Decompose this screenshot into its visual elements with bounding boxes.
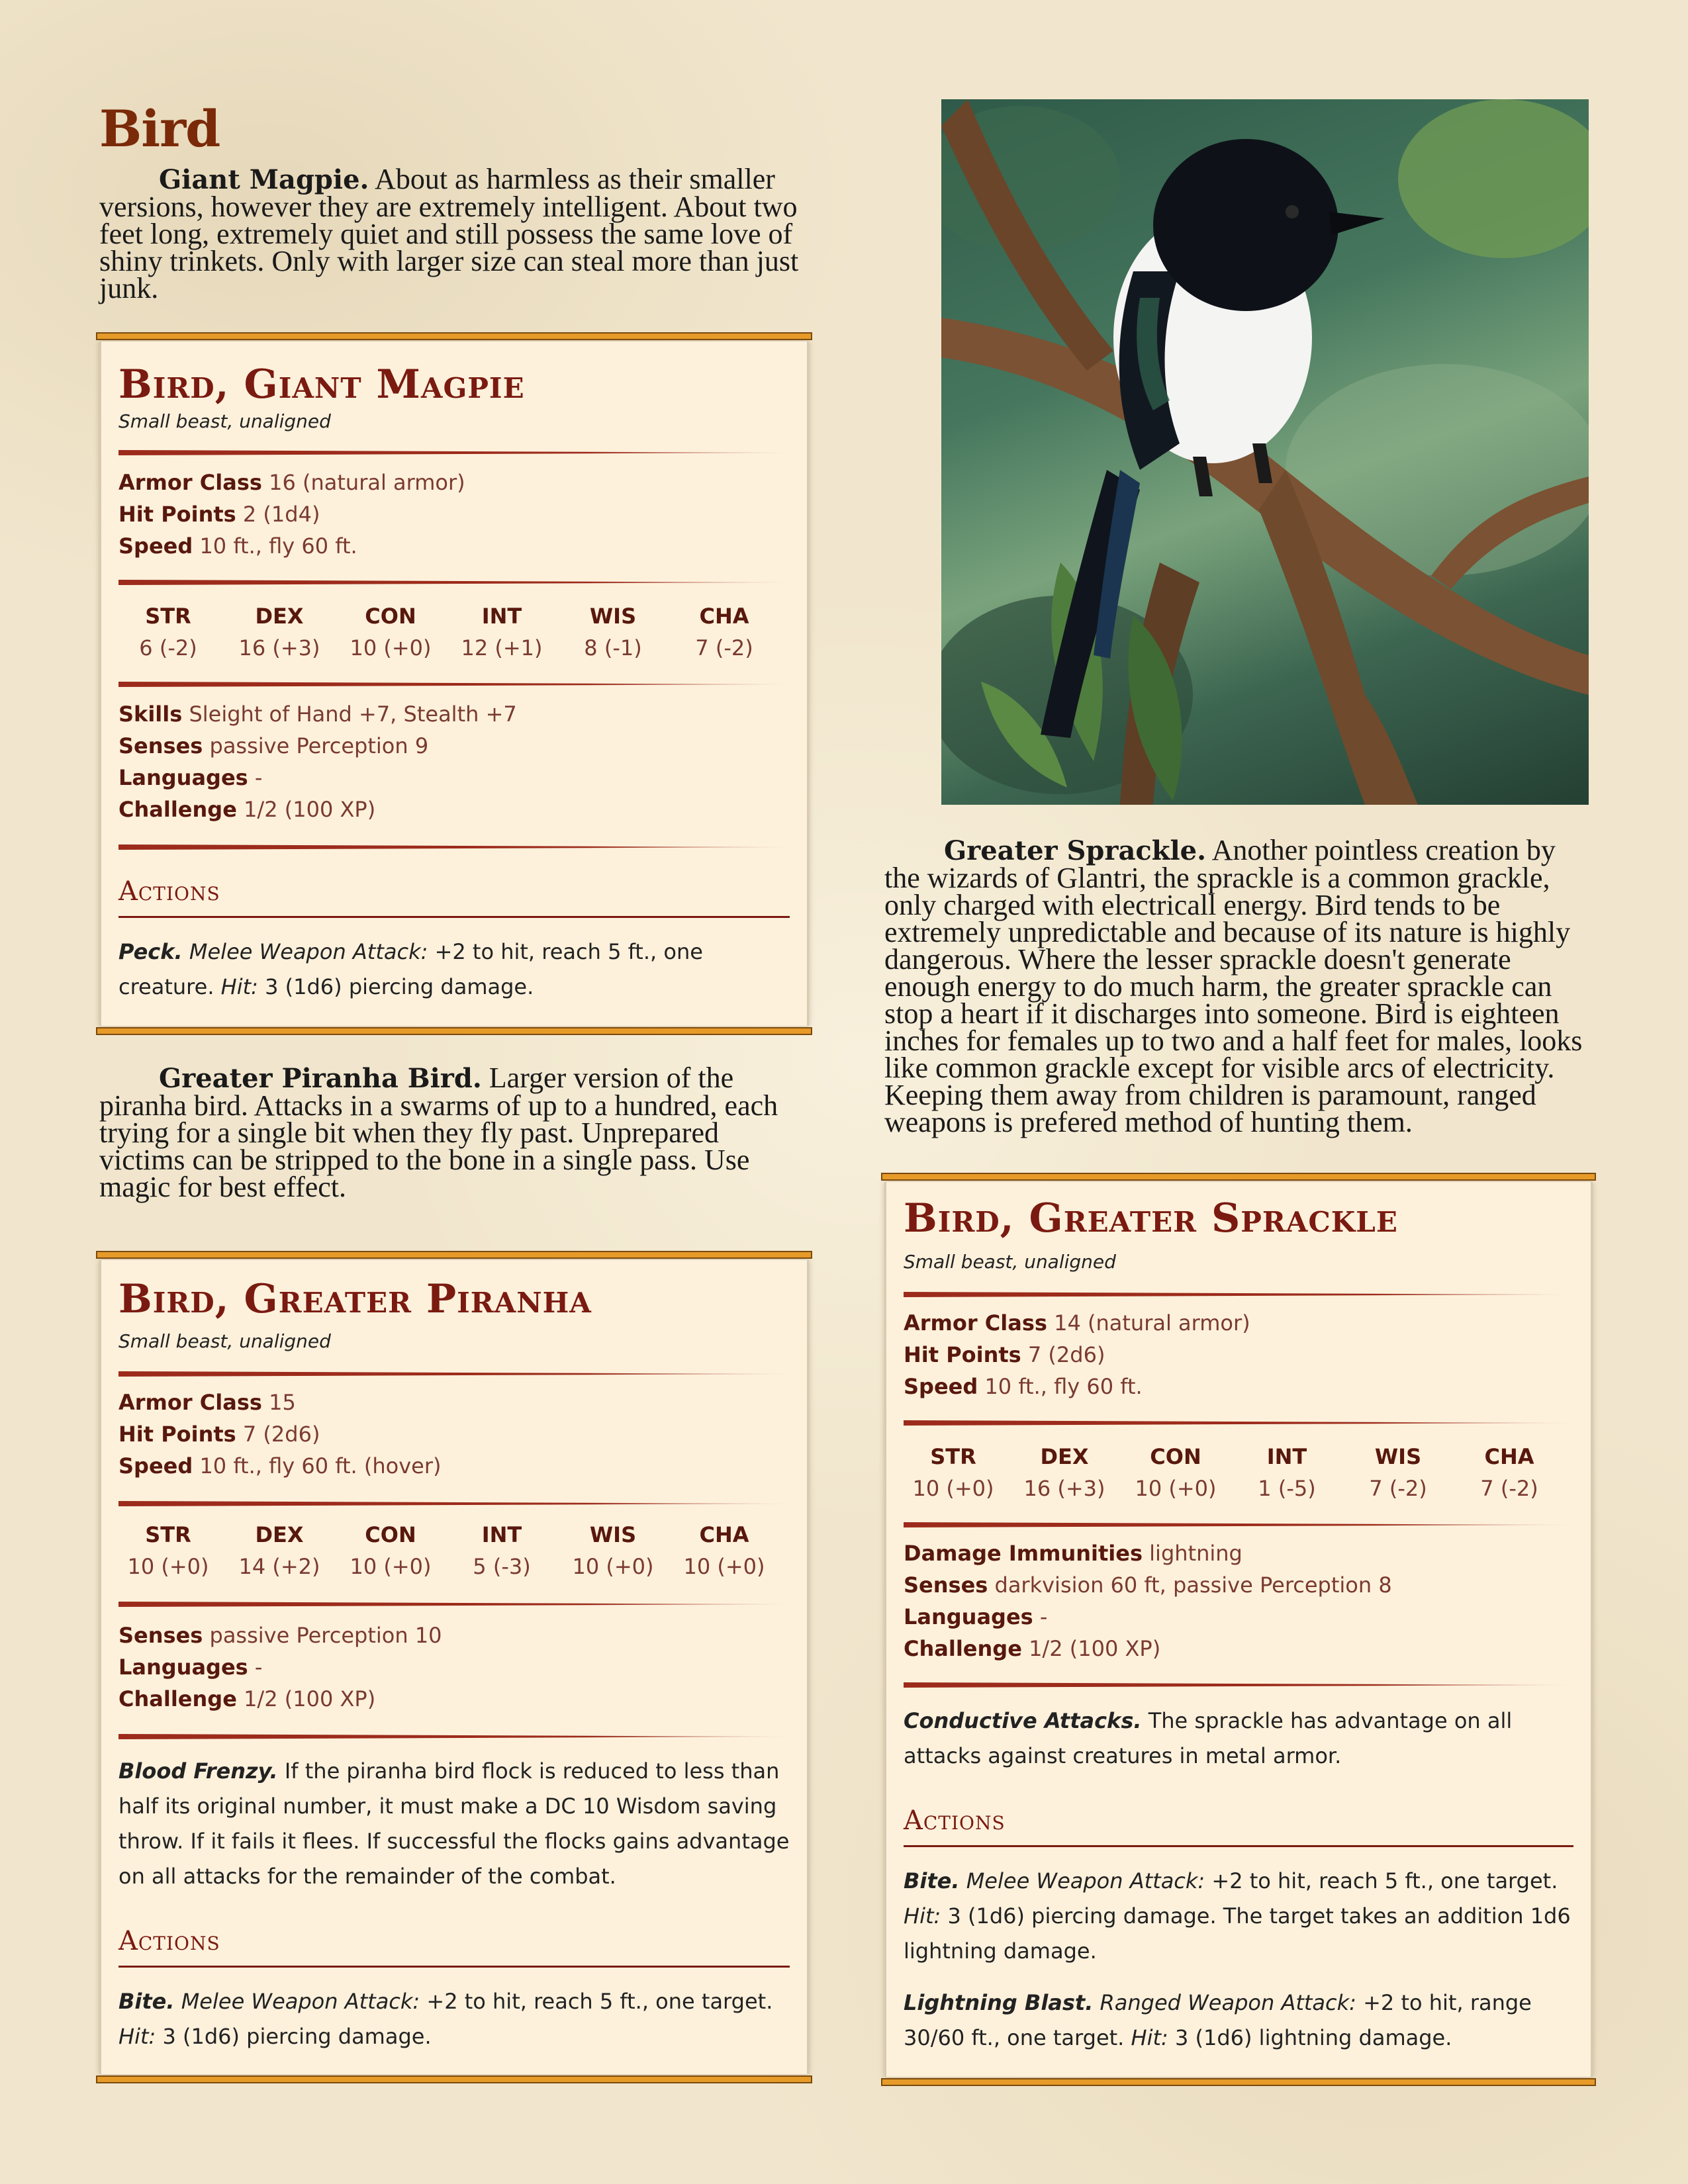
intro-lead: Greater Piranha Bird.	[159, 1063, 482, 1094]
divider	[118, 844, 790, 850]
ability-wis: WIS 8 (-1)	[584, 604, 642, 660]
statblock-bottom-bar	[96, 1027, 812, 1035]
armor-class: Armor Class 15	[118, 1390, 296, 1415]
hit-points: Hit Points 2 (1d4)	[118, 502, 320, 527]
divider	[904, 1522, 1573, 1527]
ability-str: STR 6 (-2)	[139, 604, 197, 660]
divider	[904, 1420, 1573, 1426]
creature-type: Small beast, unaligned	[904, 1251, 1116, 1273]
magpie-illustration-svg	[941, 99, 1589, 805]
challenge: Challenge 1/2 (100 XP)	[118, 797, 376, 822]
action-bite: Bite. Melee Weapon Attack: +2 to hit, reach 5 ft., one target. Hit: 3 (1d6) piercing damage. The target takes an addition 1d6 lightning damage.	[904, 1868, 1571, 1964]
ability-cha: CHA 7 (-2)	[695, 604, 753, 660]
ability-cha: CHA 7 (-2)	[1480, 1444, 1538, 1501]
speed: Speed 10 ft., fly 60 ft. (hover)	[118, 1453, 442, 1479]
hit-points: Hit Points 7 (2d6)	[118, 1422, 320, 1447]
senses: Senses passive Perception 10	[118, 1623, 442, 1648]
section-title: Bird	[99, 99, 220, 158]
actions-heading: Actions	[118, 1926, 220, 1956]
ability-scores	[118, 604, 790, 667]
ability-dex: DEX 14 (+2)	[238, 1522, 320, 1579]
actions-rule	[118, 916, 790, 918]
languages: Languages -	[118, 765, 263, 790]
intro-lead: Giant Magpie.	[159, 164, 369, 195]
action-peck: Peck. Melee Weapon Attack: +2 to hit, reach 5 ft., one creature. Hit: 3 (1d6) piercing damage.	[118, 939, 703, 999]
statblock-top-bar	[881, 1173, 1596, 1181]
intro-text: Larger version of the piranha bird. Attacks in a swarms of up to a hundred, each trying for a single bit when they fly past. Unprepared victims can be stripped to the bone in a single pass. Use magic for best effect.	[99, 1062, 778, 1203]
statblock-greater-piranha	[99, 1260, 809, 2074]
creature-name: Bird, Greater Sprackle	[904, 1195, 1398, 1242]
creature-name: Bird, Greater Piranha	[118, 1276, 592, 1322]
divider	[118, 682, 790, 687]
trait-conductive-attacks: Conductive Attacks. The sprackle has advantage on all attacks against creatures in metal armor.	[904, 1708, 1513, 1768]
statblock-top-bar	[96, 332, 812, 340]
intro-lead: Greater Sprackle.	[944, 835, 1207, 866]
challenge: Challenge 1/2 (100 XP)	[904, 1636, 1161, 1661]
ability-con: CON 10 (+0)	[1135, 1444, 1217, 1501]
divider	[118, 1602, 790, 1607]
hit-points: Hit Points 7 (2d6)	[904, 1342, 1105, 1367]
action-lightning-blast: Lightning Blast. Ranged Weapon Attack: +2 to hit, range 30/60 ft., one target. Hit: 3 (1d6) lightning damage.	[904, 1990, 1532, 2050]
statblock-greater-sprackle	[884, 1182, 1593, 2077]
creature-type: Small beast, unaligned	[118, 1330, 331, 1352]
magpie-illustration	[941, 99, 1589, 805]
skills: Skills Sleight of Hand +7, Stealth +7	[118, 702, 517, 727]
divider	[118, 1501, 790, 1506]
intro-text: About as harmless as their smaller versions, however they are extremely intelligent. About two feet long, extremely quiet and still possess the same love of shiny trinkets. Only with larger size can steal more than just junk.	[99, 163, 799, 304]
ability-cha: CHA 10 (+0)	[683, 1522, 765, 1579]
ability-int: INT 1 (-5)	[1258, 1444, 1316, 1501]
divider	[118, 580, 790, 585]
statblock-bottom-bar	[881, 2078, 1596, 2086]
armor-class: Armor Class 14 (natural armor)	[904, 1310, 1250, 1336]
ability-str: STR 10 (+0)	[127, 1522, 209, 1579]
divider	[118, 450, 790, 455]
ability-con: CON 10 (+0)	[350, 1522, 432, 1579]
ability-int: INT 12 (+1)	[461, 604, 543, 660]
actions-rule	[118, 1966, 790, 1968]
languages: Languages -	[904, 1604, 1048, 1629]
actions-heading: Actions	[904, 1805, 1006, 1836]
divider	[904, 1682, 1573, 1688]
intro-text: Another pointless creation by the wizards of Glantri, the sprackle is a common grackle, only charged with electricall energy. Bird tends to be extremely unpredictable and because of its nature is highly dangerous. Where the lesser sprackle doesn't generate enough energy to do much harm, the greater sprackle can stop a heart if it discharges into someone. Bird is eighteen inches for females up to two and a half feet for males, looks like common grackle except for visible arcs of electricity. Keeping them away from children is paramount, ranged weapons is prefered method of hunting them.	[884, 834, 1583, 1138]
intro-greater-piranha-bird	[99, 1064, 808, 1201]
creature-type: Small beast, unaligned	[118, 410, 331, 432]
actions-rule	[904, 1845, 1573, 1847]
ability-wis: WIS 10 (+0)	[572, 1522, 654, 1579]
action-bite: Bite. Melee Weapon Attack: +2 to hit, reach 5 ft., one target. Hit: 3 (1d6) piercing damage.	[118, 1989, 773, 2049]
trait-blood-frenzy: Blood Frenzy. If the piranha bird flock is reduced to less than half its original number, it must make a DC 10 Wisdom saving throw. If it fails it flees. If successful the flocks gains advantage on all attacks for the remainder of the combat.	[118, 1758, 790, 1889]
senses: Senses passive Perception 9	[118, 733, 429, 758]
intro-greater-sprackle	[884, 834, 1590, 1138]
challenge: Challenge 1/2 (100 XP)	[118, 1686, 376, 1711]
ability-scores	[904, 1444, 1573, 1508]
divider	[118, 1371, 790, 1377]
divider	[904, 1292, 1573, 1297]
speed: Speed 10 ft., fly 60 ft.	[904, 1374, 1143, 1399]
ability-wis: WIS 7 (-2)	[1369, 1444, 1427, 1501]
ability-scores	[118, 1522, 790, 1586]
ability-dex: DEX 16 (+3)	[1023, 1444, 1105, 1501]
statblock-top-bar	[96, 1251, 812, 1259]
statblock-giant-magpie	[99, 341, 809, 1026]
creature-name: Bird, Giant Magpie	[118, 361, 525, 408]
actions-heading: Actions	[118, 876, 220, 907]
ability-con: CON 10 (+0)	[350, 604, 432, 660]
armor-class: Armor Class 16 (natural armor)	[118, 470, 465, 495]
ability-str: STR 10 (+0)	[912, 1444, 994, 1501]
senses: Senses darkvision 60 ft, passive Perception 8	[904, 1572, 1392, 1598]
ability-dex: DEX 16 (+3)	[238, 604, 320, 660]
languages: Languages -	[118, 1655, 263, 1680]
statblock-bottom-bar	[96, 2075, 812, 2083]
damage-immunities: Damage Immunities lightning	[904, 1541, 1243, 1566]
ability-int: INT 5 (-3)	[473, 1522, 531, 1579]
intro-giant-magpie	[99, 165, 808, 302]
speed: Speed 10 ft., fly 60 ft.	[118, 533, 357, 559]
divider	[118, 1734, 790, 1739]
